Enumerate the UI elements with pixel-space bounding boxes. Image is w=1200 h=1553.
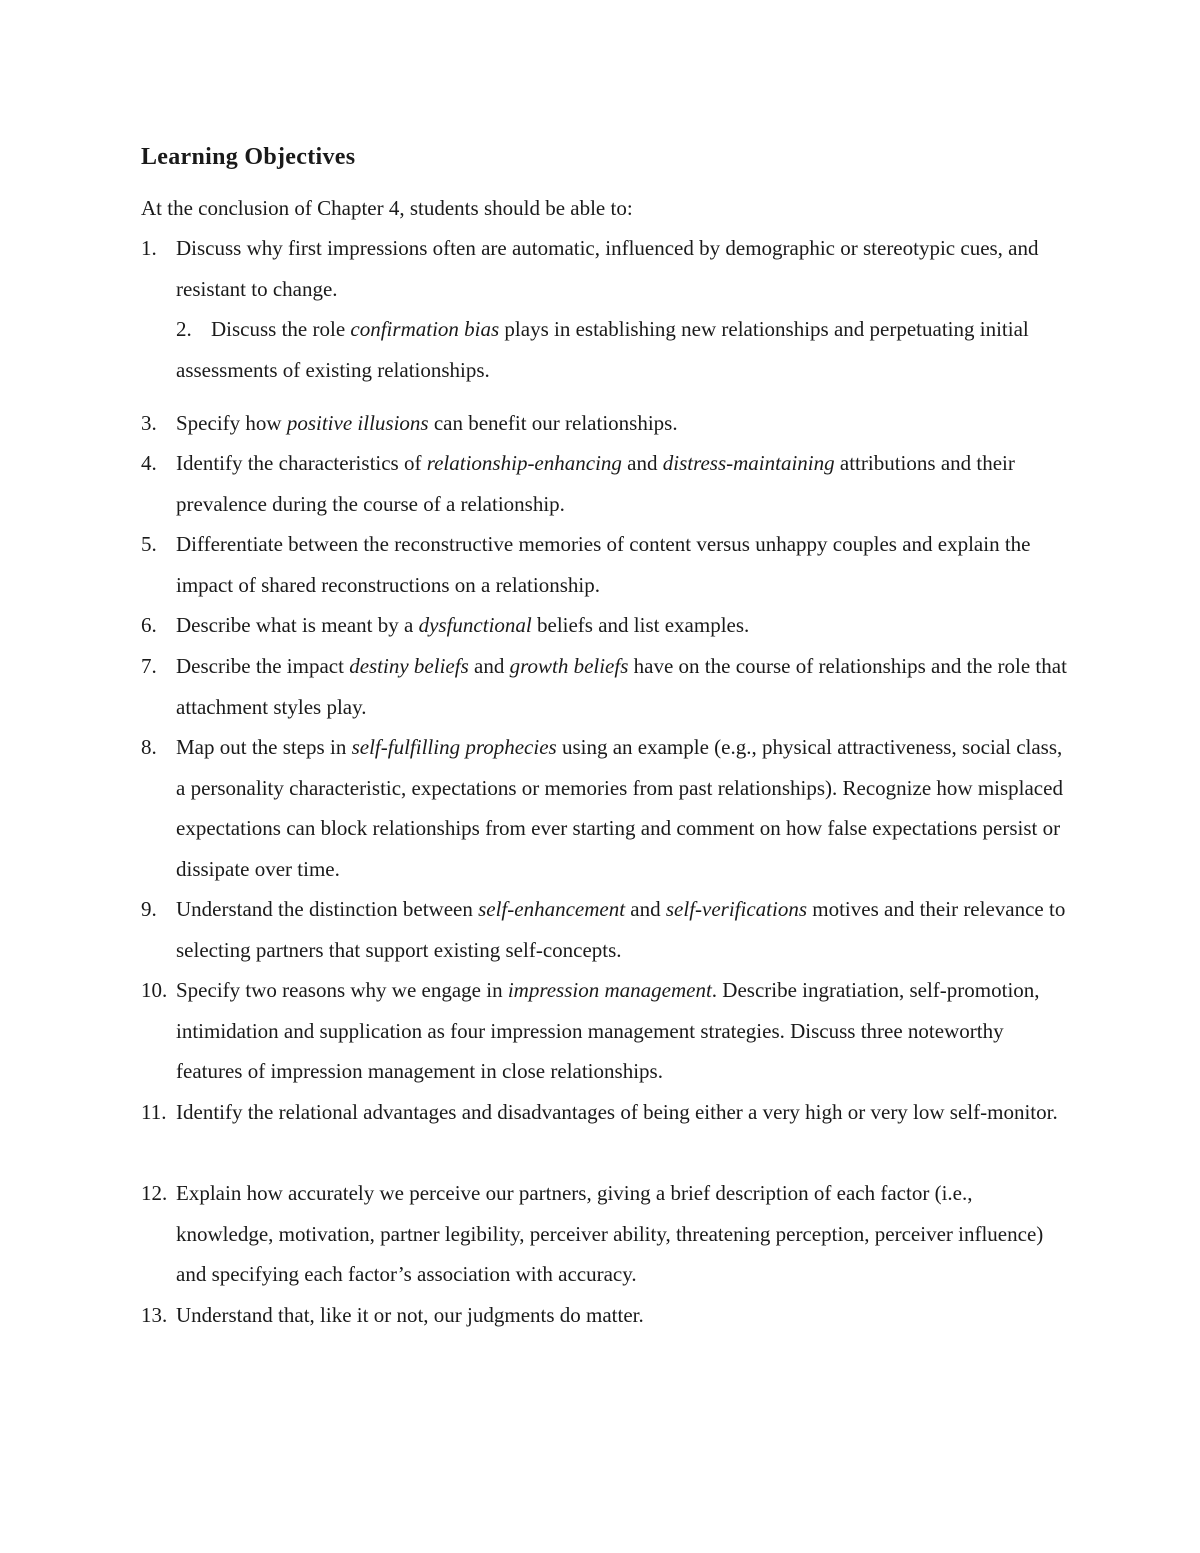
text-segment: attributions and their prevalence during the course of a relationship. (176, 451, 1015, 516)
objective-number: 11. (141, 1100, 167, 1124)
objective-text (176, 228, 1071, 309)
italic-term: distress-maintaining (662, 451, 835, 475)
text-segment: Describe what is meant by a (176, 613, 419, 637)
italic-term: dysfunctional (418, 613, 532, 637)
text-segment: beliefs and list examples. (531, 613, 750, 637)
text-segment: and (625, 897, 666, 921)
text-segment: Specify two reasons why we engage in (176, 978, 508, 1002)
text-segment: Identify the characteristics of (176, 451, 427, 475)
italic-term: positive illusions (286, 411, 429, 435)
objective-text (176, 1173, 1071, 1295)
text-segment: and (621, 451, 663, 475)
text-segment: using an example (e.g., physical attractiveness, social class, a personality characteristic, expectations or memories from past relationships). Recognize how misplaced expectations can block relationships from ever starting and comment on how false expectations persist or dissipate over time. (176, 735, 1063, 881)
objective-item (141, 309, 1071, 390)
objective-number: 5. (141, 532, 157, 556)
objective-number: 1. (141, 236, 157, 260)
text-segment: Map out the steps in (176, 735, 352, 759)
italic-term: self-enhancement (478, 897, 626, 921)
objective-item (141, 727, 1071, 889)
italic-term: growth beliefs (509, 654, 629, 678)
text-segment: Differentiate between the reconstructive memories of content versus unhappy couples and explain the impact of shared reconstructions on a relationship. (176, 532, 1031, 597)
text-segment: Identify the relational advantages and disadvantages of being either a very high or very low self-monitor. (176, 1100, 1058, 1124)
objective-text (176, 403, 1071, 444)
objective-text (176, 646, 1071, 727)
objective-item (141, 1295, 1071, 1336)
objective-text (176, 1295, 1071, 1336)
text-segment: motives and their relevance to selecting partners that support existing self-concepts. (176, 897, 1066, 962)
objective-number: 2. (176, 317, 192, 341)
objective-number: 13. (141, 1303, 168, 1327)
italic-term: relationship-enhancing (426, 451, 622, 475)
objective-item (141, 524, 1071, 605)
text-segment: . Describe ingratiation, self-promotion, intimidation and supplication as four impression management strategies. Discuss three noteworthy features of impression management in close relationships. (176, 978, 1040, 1084)
text-segment: can benefit our relationships. (428, 411, 678, 435)
objective-text (176, 443, 1071, 524)
intro-text: At the conclusion of Chapter 4, students should be able to: (141, 196, 633, 220)
objective-number: 4. (141, 451, 157, 475)
objective-item (141, 1092, 1071, 1133)
objective-item (141, 228, 1071, 309)
text-segment: Explain how accurately we perceive our partners, giving a brief description of each factor (i.e., knowledge, motivation, partner legibility, perceiver ability, threatening perception, perceiver influence) and specifying each factor’s association with accuracy. (176, 1181, 1044, 1287)
text-segment: Discuss the role (211, 317, 351, 341)
objective-item (141, 646, 1071, 727)
objective-number: 8. (141, 735, 157, 759)
text-segment: Specify how (176, 411, 287, 435)
text-segment: Discuss why first impressions often are automatic, influenced by demographic or stereotypic cues, and resistant to change. (176, 236, 1039, 301)
objective-number: 6. (141, 613, 157, 637)
objective-text (176, 605, 1071, 646)
objective-item (141, 970, 1071, 1092)
objective-text (176, 727, 1071, 889)
italic-term: destiny beliefs (349, 654, 469, 678)
objective-item (141, 1173, 1071, 1295)
text-segment: Describe the impact (176, 654, 350, 678)
italic-term: self-verifications (665, 897, 808, 921)
objective-number: 7. (141, 654, 157, 678)
italic-term: impression management (507, 978, 712, 1002)
text-segment: and (468, 654, 510, 678)
objective-item (141, 443, 1071, 524)
objective-text (176, 309, 1071, 390)
italic-term: self-fulfilling prophecies (351, 735, 557, 759)
objective-text (176, 524, 1071, 605)
italic-term: confirmation bias (350, 317, 500, 341)
objective-text (176, 889, 1071, 970)
objective-text (176, 1092, 1071, 1133)
objective-number: 12. (141, 1181, 168, 1205)
objective-item (141, 605, 1071, 646)
objective-number: 3. (141, 411, 157, 435)
page-title: Learning Objectives (141, 144, 356, 170)
text-segment: have on the course of relationships and the role that attachment styles play. (176, 654, 1067, 719)
objective-item (141, 889, 1071, 970)
text-segment: Understand that, like it or not, our judgments do matter. (176, 1303, 644, 1327)
text-segment: plays in establishing new relationships and perpetuating initial assessments of existing relationships. (176, 317, 1029, 382)
objective-number: 10. (141, 978, 168, 1002)
objective-item (141, 403, 1071, 444)
text-segment: Understand the distinction between (176, 897, 479, 921)
objective-text (176, 970, 1071, 1092)
objective-number: 9. (141, 897, 157, 921)
